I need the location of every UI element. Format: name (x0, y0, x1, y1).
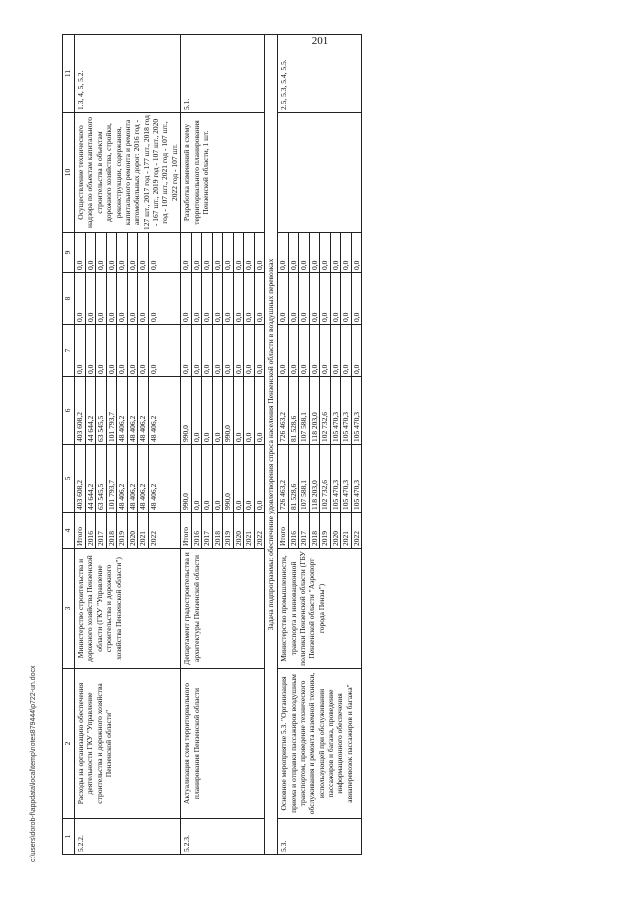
value: 0,0 (351, 364, 361, 374)
value: 0,0 (202, 325, 213, 376)
value: 0,0 (75, 273, 85, 324)
value: 2018 (212, 513, 223, 548)
values-cell (75, 325, 181, 377)
value: 0,0 (181, 273, 191, 324)
measure-indicator: Осуществление технического надзора по объектам капитального строительства в объектам дорожного хозяйства, стройки, реконструкции, содержания, капитального ремонта и ремонта автомобильных дорог: 2016 год - 127 шт., 2017 год - 177 шт., 2018 год - 167 шт., 2019 год - 107 шт., 2020 год - 107 шт., 2021 год - 107 шт., 2022 год - 107 шт. (75, 113, 181, 233)
column-header: 7 (63, 325, 75, 377)
value: 403 608,2 (75, 445, 85, 512)
value: 0,0 (278, 233, 288, 272)
value: 0,0 (212, 445, 223, 512)
values-cell (278, 377, 362, 445)
value: 2017 (96, 513, 107, 548)
measure-links: 2.5, 5.3, 5.4, 5.5. (278, 35, 362, 113)
column-header: 6 (63, 377, 75, 445)
value: 0,0 (191, 445, 202, 512)
value: 0,0 (106, 325, 117, 376)
header-row (63, 35, 75, 855)
value: 0,0 (127, 273, 138, 324)
value: 81 528,6 (288, 377, 299, 444)
value: 105 470,3 (330, 377, 341, 444)
value: 105 470,3 (330, 445, 341, 512)
values-cell (181, 233, 265, 273)
value: 0,0 (330, 233, 341, 272)
measure-row (75, 35, 181, 855)
values-cell (278, 233, 362, 273)
value: 0,0 (117, 273, 128, 324)
value: 0,0 (233, 233, 244, 272)
value: 0,0 (191, 233, 202, 272)
value: 0,0 (244, 445, 255, 512)
value: 48 406,2 (117, 377, 128, 444)
value: 63 545,5 (96, 377, 107, 444)
value: 0,0 (96, 273, 107, 324)
value: 0,0 (254, 364, 264, 374)
value: 2019 (320, 513, 331, 548)
value: 105 470,3 (351, 480, 361, 510)
value: 48 406,2 (117, 445, 128, 512)
value: 0,0 (148, 312, 158, 322)
value: 107 588,1 (299, 377, 310, 444)
value: 0,0 (96, 233, 107, 272)
value: 0,0 (85, 233, 96, 272)
value: 2020 (233, 513, 244, 548)
value: 0,0 (320, 233, 331, 272)
value: 2018 (106, 513, 117, 548)
value: 101 793,7 (106, 445, 117, 512)
value: 990,0 (223, 445, 234, 512)
value: 0,0 (127, 325, 138, 376)
values-cell (278, 325, 362, 377)
measure-number: 5.2.3. (181, 819, 265, 855)
value: Итого (278, 513, 288, 548)
column-header: 10 (63, 113, 75, 233)
value: 0,0 (181, 325, 191, 376)
value: 0,0 (278, 325, 288, 376)
measure-row (181, 35, 265, 855)
measure-name: Основное мероприятие 5.3. "Организация приема и отправки пассажиров воздушным транспортом, проведение технического обслуживания и ремонта наземной техники, использующей при обслуживании пассажиров и багажа, проведение информационного обеспечения авиаперевозок пассажиров и багажа" (278, 669, 362, 819)
page-number: 201 (311, 35, 329, 47)
measure-row (278, 35, 362, 855)
value: 0,0 (244, 325, 255, 376)
value: 0,0 (127, 233, 138, 272)
value: 2016 (288, 513, 299, 548)
value: 2021 (341, 513, 352, 548)
column-header: 3 (63, 549, 75, 669)
value: 0,0 (254, 312, 264, 322)
value: 0,0 (233, 377, 244, 444)
value: 0,0 (254, 432, 264, 442)
value: 0,0 (254, 260, 264, 270)
value: 0,0 (288, 325, 299, 376)
value: 2017 (202, 513, 213, 548)
value: 0,0 (233, 445, 244, 512)
measure-executor: Министерство строительства и дорожного хозяйства Пензенской области (ГКУ "Управление строительства и дорожного хозяйства Пензенской области") (75, 549, 181, 669)
value: 0,0 (244, 273, 255, 324)
value: 2019 (117, 513, 128, 548)
program-table (62, 34, 362, 855)
value: 990,0 (181, 377, 191, 444)
value: 726 463,2 (278, 377, 288, 444)
value: 0,0 (309, 233, 320, 272)
column-header: 11 (63, 35, 75, 113)
value: 2022 (254, 531, 264, 546)
value: 107 588,1 (299, 445, 310, 512)
measure-indicator: Разработка изменений в схему территориального планирования Пензенской области, 1 шт. (181, 113, 265, 233)
value: 48 406,2 (127, 377, 138, 444)
measure-name: Актуализация схем территориального планирования Пензенской области (181, 669, 265, 819)
value: 0,0 (212, 377, 223, 444)
value: 0,0 (138, 325, 149, 376)
value: 990,0 (223, 377, 234, 444)
value: 0,0 (202, 273, 213, 324)
value: 0,0 (191, 273, 202, 324)
measure-indicator (278, 113, 362, 233)
column-header: 5 (63, 445, 75, 513)
value: 726 463,2 (278, 445, 288, 512)
column-header: 4 (63, 513, 75, 549)
value: 0,0 (148, 260, 158, 270)
value: 2020 (127, 513, 138, 548)
value: 0,0 (212, 273, 223, 324)
value: 0,0 (148, 364, 158, 374)
value: 0,0 (191, 325, 202, 376)
values-cell (181, 513, 265, 549)
values-cell (278, 445, 362, 513)
value: 0,0 (351, 260, 361, 270)
value: 0,0 (299, 273, 310, 324)
value: 0,0 (85, 325, 96, 376)
value: 48 406,2 (148, 415, 158, 442)
value: 48 406,2 (138, 377, 149, 444)
value: 2022 (148, 531, 158, 546)
value: 0,0 (288, 233, 299, 272)
column-header: 2 (63, 669, 75, 819)
value: 0,0 (341, 273, 352, 324)
measure-links: 1.3, 4, 5, 5.2. (75, 35, 181, 113)
value: 81 528,6 (288, 445, 299, 512)
value: 105 470,3 (341, 445, 352, 512)
value: 0,0 (106, 233, 117, 272)
value: 0,0 (330, 273, 341, 324)
value: Итого (181, 513, 191, 548)
value: 2016 (85, 513, 96, 548)
values-cell (181, 445, 265, 513)
value: 118 203,0 (309, 377, 320, 444)
value: 2016 (191, 513, 202, 548)
task-heading: Задача подпрограммы: обеспечение удовлетворения спроса населения Пензенской области в воздушных перевозках (265, 35, 278, 855)
measure-name: Расходы на организацию обеспечения деятельности ГКУ "Управление строительства и дорожного хозяйства Пензенской области" (75, 669, 181, 819)
value: 0,0 (223, 325, 234, 376)
value: 0,0 (351, 312, 361, 322)
value: 105 470,3 (351, 412, 361, 442)
value: 0,0 (85, 273, 96, 324)
value: 2021 (244, 513, 255, 548)
values-cell (75, 377, 181, 445)
values-cell (181, 377, 265, 445)
value: 118 203,0 (309, 445, 320, 512)
value: 0,0 (299, 325, 310, 376)
value: 2019 (223, 513, 234, 548)
value: 0,0 (320, 273, 331, 324)
value: 0,0 (309, 273, 320, 324)
value: 2022 (351, 531, 361, 546)
value: 0,0 (299, 233, 310, 272)
value: 63 545,5 (96, 445, 107, 512)
value: 44 644,2 (85, 377, 96, 444)
value: 2021 (138, 513, 149, 548)
value: 0,0 (223, 273, 234, 324)
value: 0,0 (212, 233, 223, 272)
value: 48 406,2 (138, 445, 149, 512)
value: 2018 (309, 513, 320, 548)
value: 101 793,7 (106, 377, 117, 444)
value: 0,0 (212, 325, 223, 376)
column-header: 9 (63, 233, 75, 273)
value: 0,0 (191, 377, 202, 444)
measure-number: 5.3. (278, 819, 362, 855)
value: 44 644,2 (85, 445, 96, 512)
values-cell (75, 513, 181, 549)
values-cell (278, 273, 362, 325)
measure-executor: Министерство промышленности, транспорта и инновационной политики Пензенской области (ГБУ Пензенской области "Аэропорт города Пензы") (278, 549, 362, 669)
value: 102 732,6 (320, 377, 331, 444)
value: 0,0 (309, 325, 320, 376)
value: 102 732,6 (320, 445, 331, 512)
values-cell (181, 325, 265, 377)
column-header: 1 (63, 819, 75, 855)
value: 105 470,3 (341, 377, 352, 444)
value: 48 406,2 (127, 445, 138, 512)
value: 0,0 (341, 325, 352, 376)
value: 0,0 (341, 233, 352, 272)
measure-executor: Департамент градостроительства и архитектуры Пензенской области (181, 549, 265, 669)
values-cell (181, 273, 265, 325)
value: 2020 (330, 513, 341, 548)
values-cell (75, 273, 181, 325)
values-cell (75, 445, 181, 513)
value: Итого (75, 513, 85, 548)
value: 0,0 (288, 273, 299, 324)
value: 990,0 (181, 445, 191, 512)
value: 0,0 (330, 325, 341, 376)
measure-number: 5.2.2. (75, 819, 181, 855)
value: 403 608,2 (75, 377, 85, 444)
value: 0,0 (138, 273, 149, 324)
value: 0,0 (75, 325, 85, 376)
value: 0,0 (233, 273, 244, 324)
measure-links: 5.1. (181, 35, 265, 113)
value: 0,0 (117, 233, 128, 272)
value: 0,0 (223, 233, 234, 272)
value: 0,0 (181, 233, 191, 272)
values-cell (75, 233, 181, 273)
value: 0,0 (278, 273, 288, 324)
value: 0,0 (117, 325, 128, 376)
rotated-table-container (62, 35, 608, 855)
value: 0,0 (75, 233, 85, 272)
column-header: 8 (63, 273, 75, 325)
value: 0,0 (138, 233, 149, 272)
value: 0,0 (254, 500, 264, 510)
value: 0,0 (202, 445, 213, 512)
value: 0,0 (96, 325, 107, 376)
value: 0,0 (244, 377, 255, 444)
value: 0,0 (202, 233, 213, 272)
value: 0,0 (320, 325, 331, 376)
value: 2017 (299, 513, 310, 548)
value: 0,0 (233, 325, 244, 376)
value: 48 406,2 (148, 483, 158, 510)
value: 0,0 (106, 273, 117, 324)
values-cell (278, 513, 362, 549)
footer-path: c:\users\dorob-f\appdata\local\temp\notes879444\p722-un.docx (30, 665, 37, 862)
value: 0,0 (202, 377, 213, 444)
value: 0,0 (244, 233, 255, 272)
